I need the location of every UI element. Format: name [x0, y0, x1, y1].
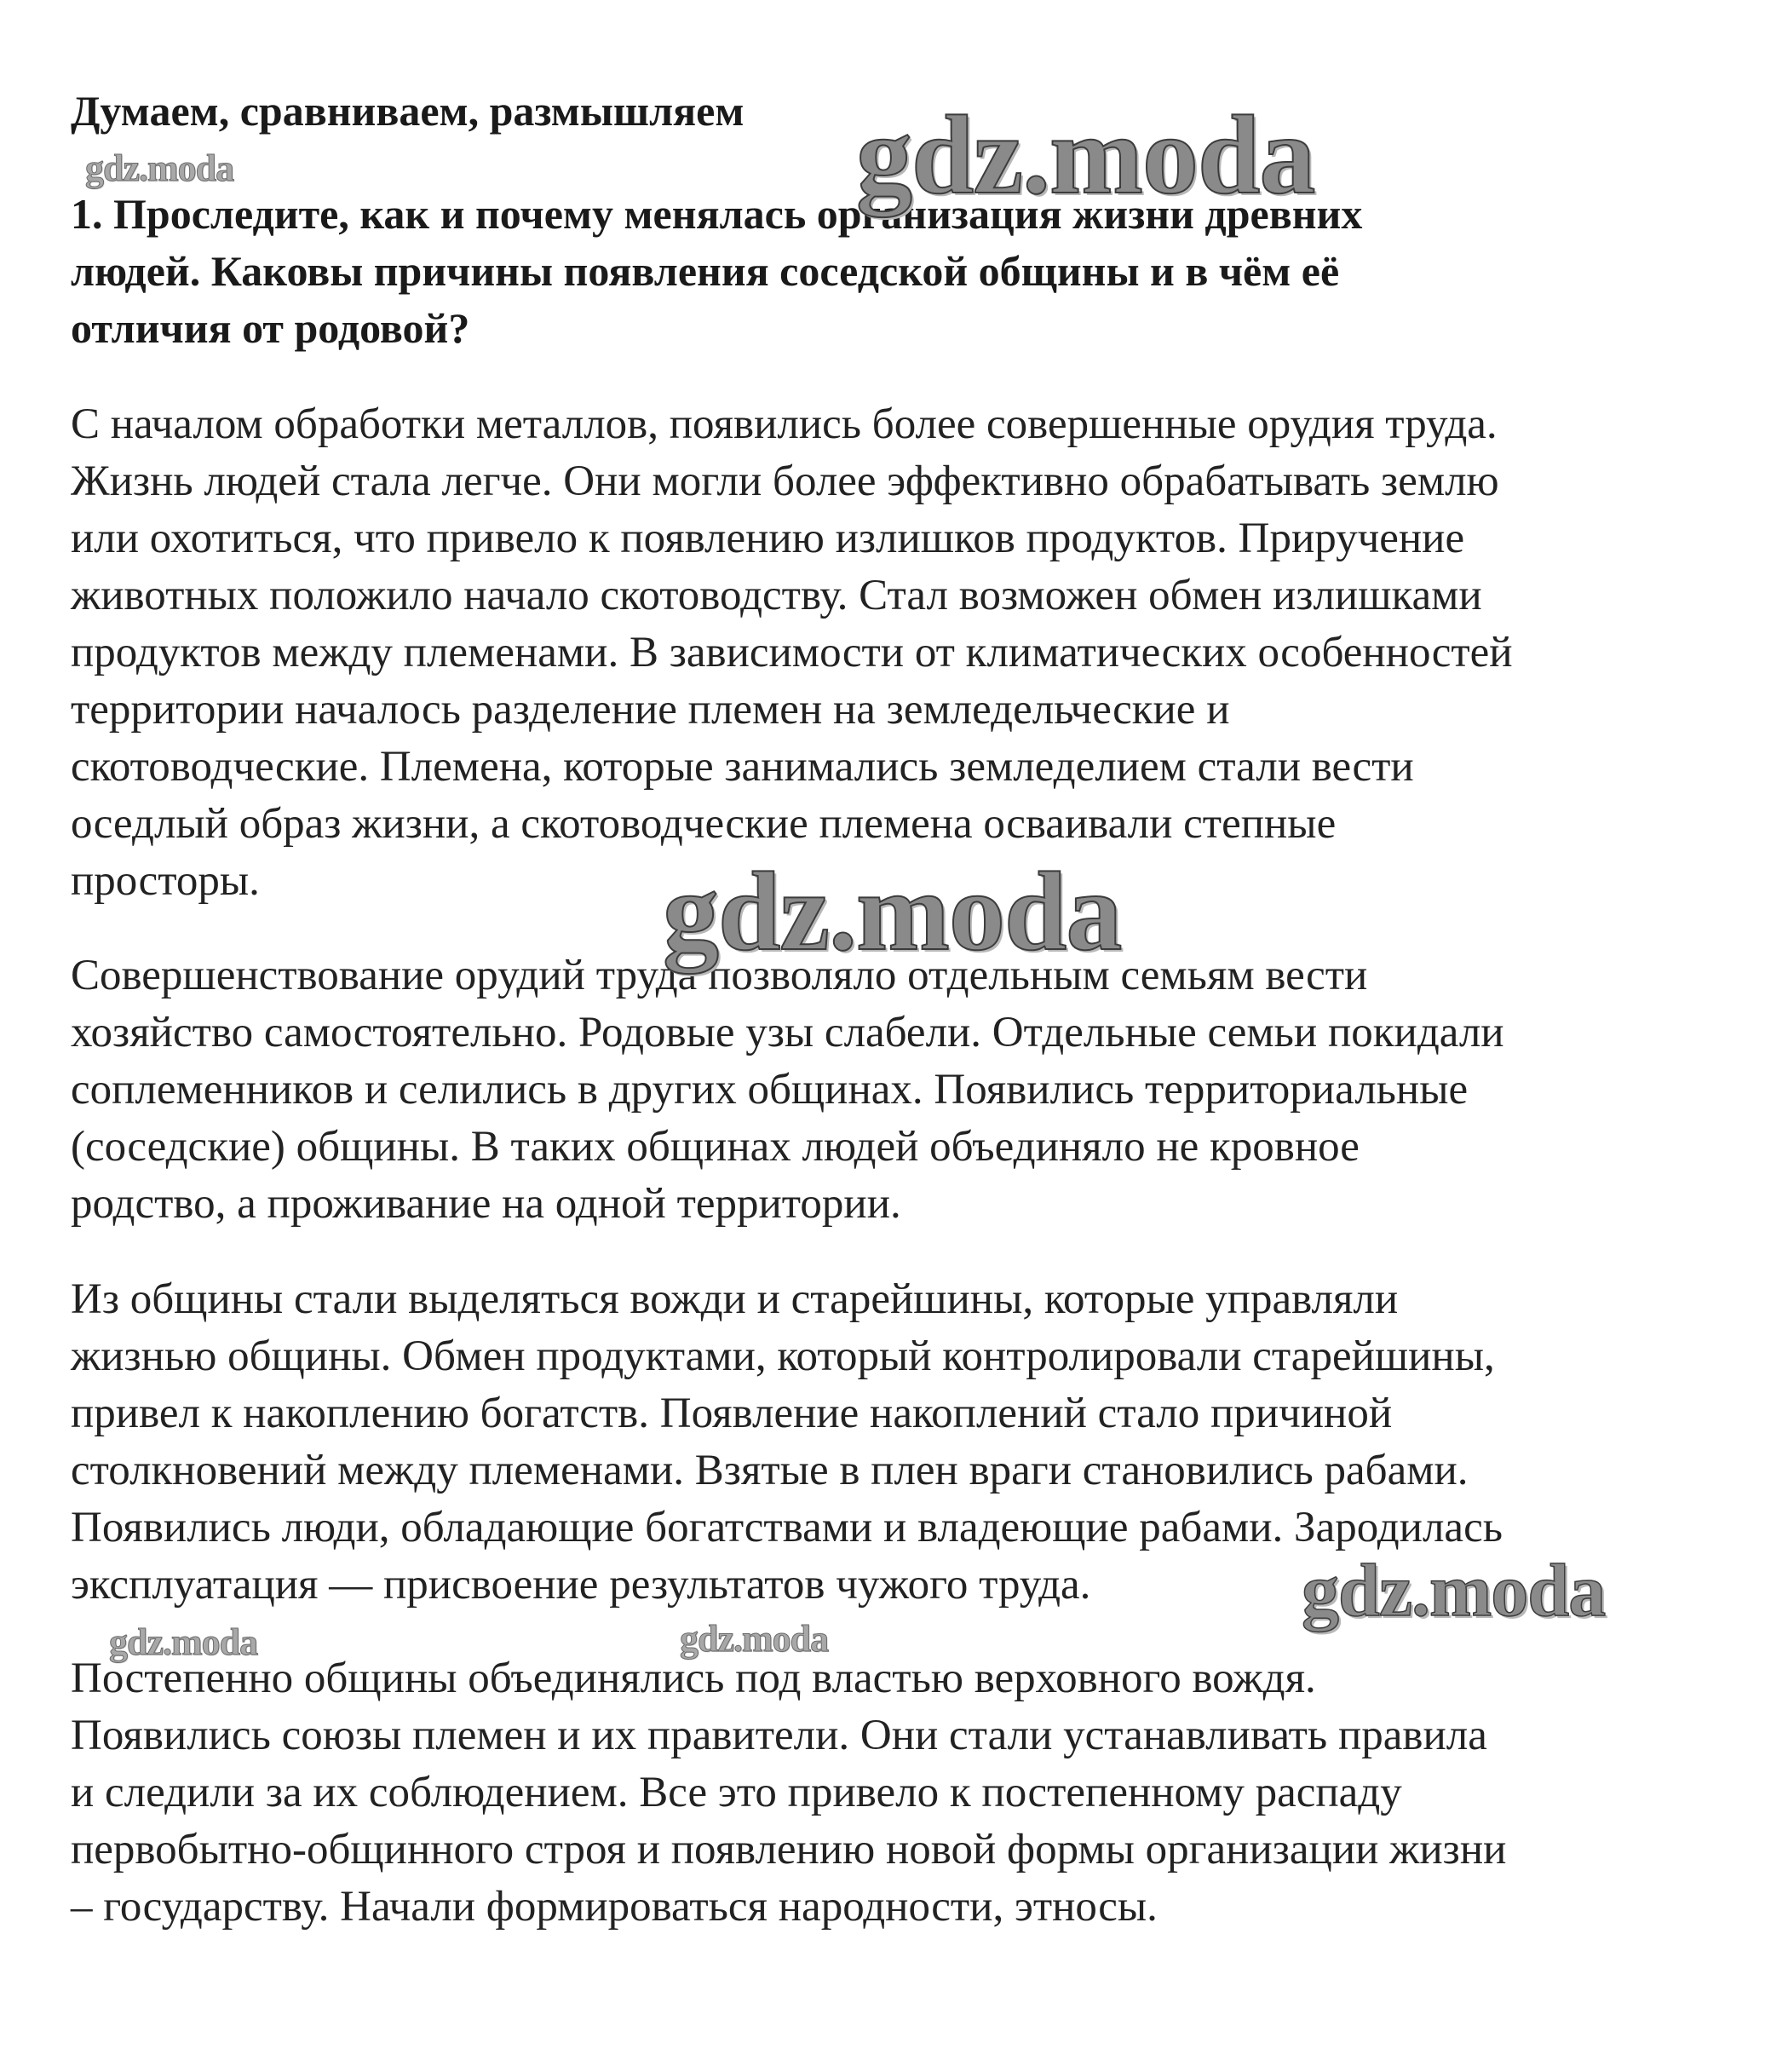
section-title: Думаем, сравниваем, размышляем — [71, 87, 745, 135]
text-line: эксплуатация — присвоение результатов чужого труда. — [71, 1561, 1091, 1609]
text-line: хозяйство самостоятельно. Родовые узы слабели. Отдельные семьи покидали — [71, 1009, 1504, 1056]
text-line: жизнью общины. Обмен продуктами, который контролировали старейшины, — [71, 1332, 1495, 1380]
answer-paragraph-2 — [71, 947, 1728, 1233]
question-line: 1. Проследите, как и почему менялась организация жизни древних — [71, 190, 1363, 238]
question-text — [71, 186, 1689, 357]
answer-paragraph-1 — [71, 396, 1728, 910]
text-line: Появились союзы племен и их правители. Они стали устанавливать правила — [71, 1712, 1487, 1759]
text-line: (соседские) общины. В таких общинах людей объединяло не кровное — [71, 1123, 1360, 1171]
text-line: скотоводческие. Племена, которые занимались земледелием стали вести — [71, 743, 1414, 791]
watermark-logo-small: gdz.moda — [85, 147, 234, 189]
text-line: и следили за их соблюдением. Все это привело к постепенному распаду — [71, 1769, 1402, 1816]
answer-paragraph-3 — [71, 1271, 1728, 1614]
text-line: Постепенно общины объединялись под властью верховного вождя. — [71, 1655, 1316, 1702]
text-line: просторы. — [71, 857, 260, 905]
text-line: – государству. Начали формироваться народности, этносы. — [71, 1883, 1158, 1931]
text-line: привел к накоплению богатств. Появление накоплений стало причиной — [71, 1390, 1393, 1437]
question-line: людей. Каковы причины появления соседской общины и в чём её — [71, 247, 1340, 295]
watermark-logo: gdz.moda — [663, 849, 1122, 974]
text-line: столкновений между племенами. Взятые в плен враги становились рабами. — [71, 1447, 1469, 1494]
text-line: Жизнь людей стала легче. Они могли более эффективно обрабатывать землю — [71, 458, 1499, 505]
text-line: животных положило начало скотоводству. Стал возможен обмен излишками — [71, 572, 1482, 619]
question-line: отличия от родовой? — [71, 304, 470, 352]
text-line: оседлый образ жизни, а скотоводческие племена осваивали степные — [71, 800, 1337, 848]
answer-paragraph-4 — [71, 1650, 1728, 1936]
text-line: Из общины стали выделяться вожди и старейшины, которые управляли — [71, 1275, 1399, 1323]
text-line: продуктов между племенами. В зависимости от климатических особенностей — [71, 629, 1513, 676]
text-line: соплеменников и селились в других общинах. Появились территориальные — [71, 1066, 1469, 1114]
text-line: территории началось разделение племен на земледельческие и — [71, 686, 1230, 734]
watermark-logo-small: gdz.moda — [109, 1621, 258, 1663]
text-line: или охотиться, что привело к появлению излишков продуктов. Приручение — [71, 515, 1465, 562]
text-line: Появились люди, обладающие богатствами и владеющие рабами. Зародилась — [71, 1504, 1503, 1551]
watermark-logo-small: gdz.moda — [680, 1618, 829, 1660]
text-line: первобытно-общинного строя и появлению новой формы организации жизни — [71, 1826, 1507, 1873]
watermark-logo: gdz.moda — [856, 92, 1315, 217]
text-line: родство, а проживание на одной территории. — [71, 1180, 901, 1228]
text-line: Совершенствование орудий труда позволяло отдельным семьям вести — [71, 952, 1368, 999]
watermark-logo: gdz.moda — [1302, 1550, 1606, 1632]
text-line: С началом обработки металлов, появились более совершенные орудия труда. — [71, 400, 1498, 448]
